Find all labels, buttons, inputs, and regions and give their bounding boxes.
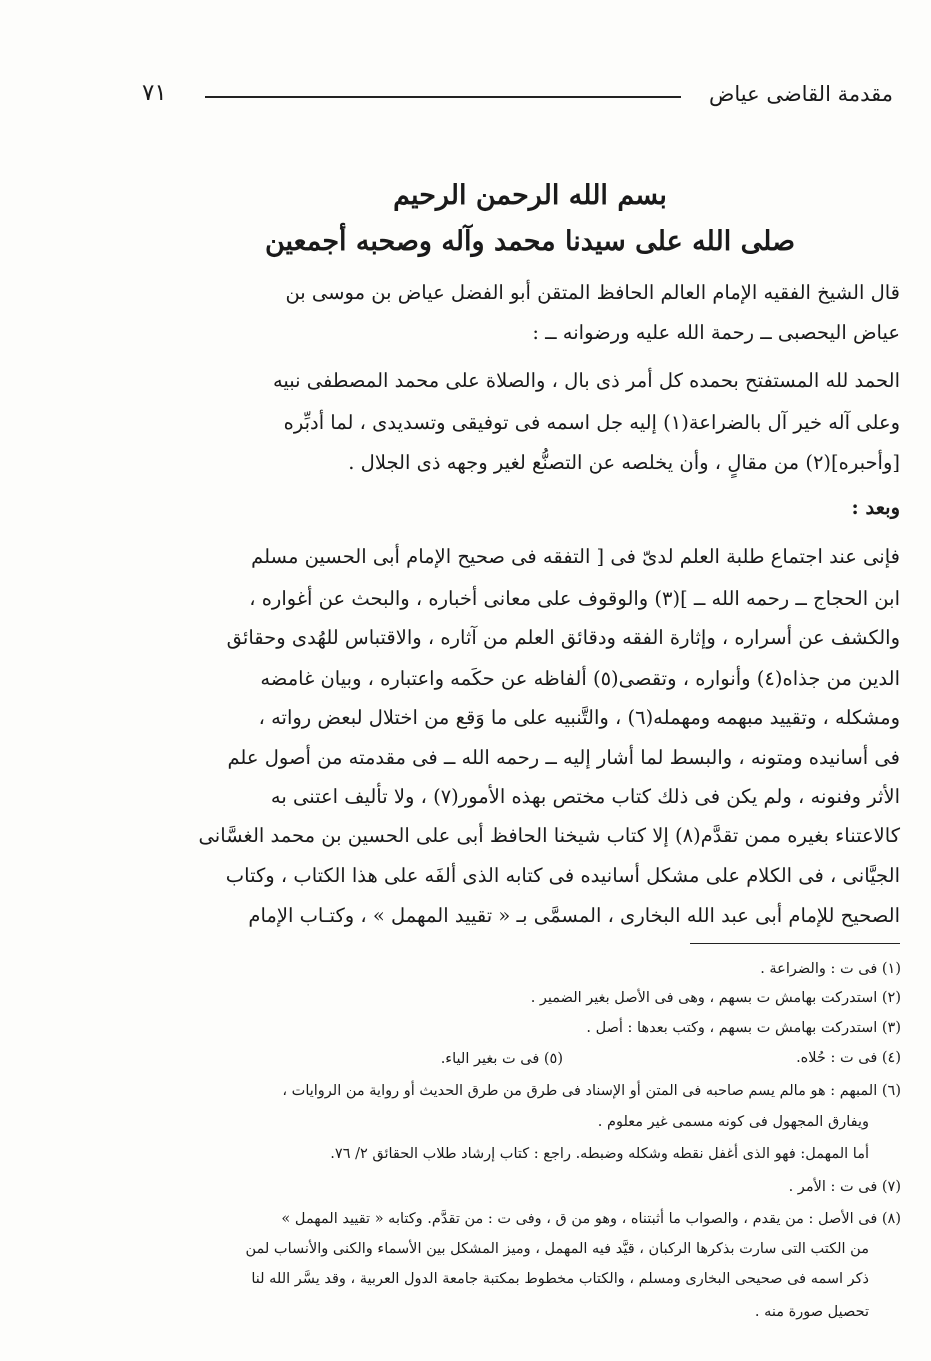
body-line-1: قال الشيخ الفقيه الإمام العالم الحافظ المتقن أبو الفضل عياض بن موسى بن [285, 281, 900, 304]
footnote-5: (٥) فى ت بغير الياء. [440, 1051, 563, 1067]
body-line-13: الأثر وفنونه ، ولم يكن فى ذلك كتاب مختص بهذه الأمور(٧) ، ولا تأليف اعتنى به [270, 785, 900, 808]
body-line-5: [وأحبره](٢) من مقالٍ ، وأن يخلصه عن التصنُّع لغير وجهه ذى الجلال . [348, 451, 900, 474]
section-heading-wa-baad: وبعد : [851, 496, 900, 519]
body-line-14: كالاعتناء بغيره ممن تقدَّم(٨) إلا كتاب شيخنا الحافظ أبى على الحسين بن محمد الغسَّانى [198, 824, 900, 847]
body-line-10: الدين من جذاه(٤) وأنواره ، وتقصى(٥) ألفاظه عن حكَمه واعتباره ، وبيان غامضه [260, 667, 900, 690]
body-line-11: ومشكله ، وتقييد مبهمه ومهمله(٦) ، والتَّنبيه على ما وَقع من اختلال لبعض رواته ، [258, 706, 900, 729]
header-rule [205, 96, 681, 98]
body-line-9: والكشف عن أسراره ، وإثارة الفقه ودقائق العلم من آثاره ، والاقتباس للهُدى وحقائق [226, 626, 900, 649]
salutation-heading: صلى الله على سيدنا محمد وآله وصحبه أجمعين [264, 226, 795, 257]
body-line-4: وعلى آله خير آل بالضراعة(١) إليه جل اسمه فى توفيقى وتسديدى ، لما أدبِّره [283, 411, 900, 434]
page-number: ٧١ [142, 80, 167, 106]
body-line-12: فى أسانيده ومتونه ، والبسط لما أشار إليه ــ رحمه الله ــ فى مقدمته من أصول علم [227, 746, 900, 769]
footnote-2: (٢) استدركت بهامش ت بسهم ، وهى فى الأصل بغير الضمير . [530, 990, 901, 1006]
footnote-rule [690, 943, 900, 944]
footnote-4: (٤) فى ت : حُلاه. [796, 1050, 901, 1066]
body-line-7: فإنى عند اجتماع طلبة العلم لدىّ فى [ التفقه فى صحيح الإمام أبى الحسين مسلم [251, 545, 900, 568]
footnote-6-line-1: (٦) المبهم : هو مالم يسم صاحبه فى المتن أو الإسناد فى طرق من طرق الحديث أو رواية من الروايات ، [282, 1083, 901, 1099]
footnote-6-line-2: ويفارق المجهول فى كونه مسمى غير معلوم . [597, 1114, 869, 1130]
footnote-1: (١) فى ت : والضراعة . [760, 961, 901, 977]
body-line-8: ابن الحجاج ــ رحمه الله ــ ](٣) والوقوف على معانى أخباره ، والبحث عن أغواره ، [249, 587, 900, 610]
footnote-8-line-3: ذكر اسمه فى صحيحى البخارى ومسلم ، والكتاب مخطوط بمكتبة جامعة الدول العربية ، وقد يسَّر الله لنا [251, 1271, 869, 1287]
basmala-heading: بسم الله الرحمن الرحيم [393, 180, 667, 211]
body-line-2: عياض اليحصبى ــ رحمة الله عليه ورضوانه ــ : [532, 321, 900, 344]
footnote-8-line-2: من الكتب التى سارت بذكرها الركبان ، قيَّد فيه المهمل ، وميز المشكل بين الأسماء والكنى والأنساب لمن [245, 1241, 869, 1257]
footnote-6-line-3: أما المهمل: فهو الذى أغفل نقطه وشكله وضبطه. راجع : كتاب إرشاد طلاب الحقائق ٢/ ٧٦. [330, 1146, 869, 1162]
footnote-7: (٧) فى ت : الأمر . [788, 1179, 901, 1195]
running-header-title: مقدمة القاضى عياض [709, 82, 893, 106]
body-line-3: الحمد لله المستفتح بحمده كل أمر ذى بال ، والصلاة على محمد المصطفى نبيه [272, 369, 900, 392]
footnote-8-line-1: (٨) فى الأصل : من يقدم ، والصواب ما أثبتناه ، وهو من ق ، وفى ت : من تقدَّم. وكتابه « تقييد المهمل » [281, 1211, 901, 1227]
body-line-16: الصحيح للإمام أبى عبد الله البخارى ، المسمَّى بـ « تقييد المهمل » ، وكتـاب الإمام [248, 904, 900, 927]
body-line-15: الجيَّانى ، فى الكلام على مشكل أسانيده فى كتابه الذى ألفَه على هذا الكتاب ، وكتاب [225, 864, 900, 887]
footnote-8-line-4: تحصيل صورة منه . [754, 1304, 869, 1320]
footnote-3: (٣) استدركت بهامش ت بسهم ، وكتب بعدها : أصل . [586, 1020, 901, 1036]
